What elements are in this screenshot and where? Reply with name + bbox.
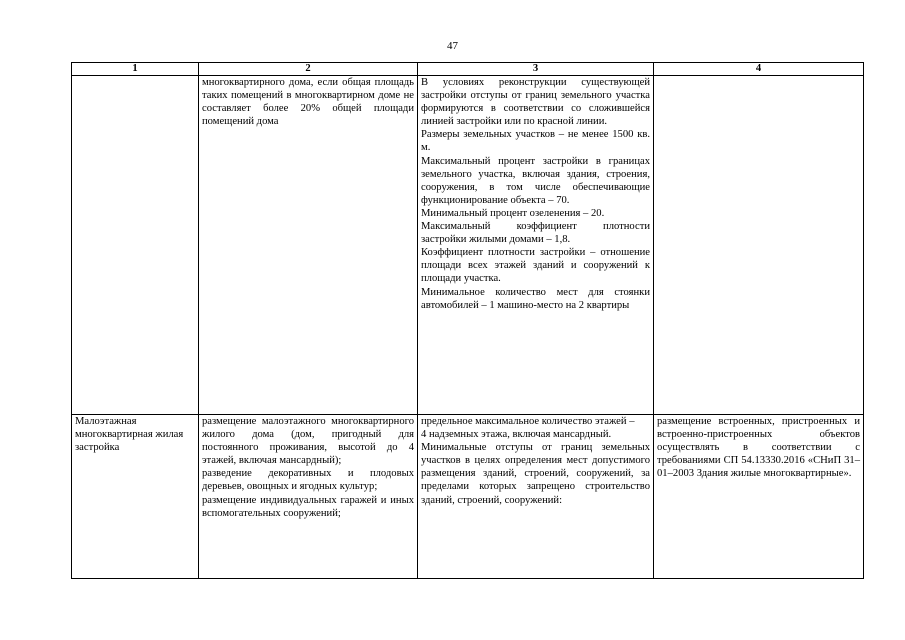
row1-parameter-3: Максимальный процент застройки в границах земельного участка, включая здания, строения, сооружения, в том числе обеспечивающие функционирование объекта – 70.: [421, 155, 650, 206]
row2-use-type-cell: [72, 415, 199, 579]
row1-notes-cell: [654, 76, 864, 415]
row1-use-type-cell: [72, 76, 199, 415]
column-header-2: 2: [199, 63, 418, 76]
zoning-table: [71, 62, 864, 579]
row1-parameter-4: Минимальный процент озеленения – 20.: [421, 207, 605, 219]
row1-parameter-7: Минимальное количество мест для стоянки автомобилей – 1 машино-место на 2 квартиры: [421, 286, 650, 311]
row2-parameter-3: Минимальные отступы от границ земельных участков в целях определения мест допустимого размещения зданий, строений, сооружений, за пределами которых запрещено строительство зданий, строений, сооружений:: [421, 442, 650, 506]
row2-notes-text: размещение встроенных, пристроенных и встроенно-пристроенных объектов осуществлять в соответствии с требованиями СП 54.13330.2016 «СНиП 31–01–2003 Здания жилые многоквартирные».: [657, 416, 860, 480]
row1-parameter-1: В условиях реконструкции существующей застройки отступы от границ земельного участка формируются в соответствии со сложившейся линией застройки или по красной линии.: [421, 77, 650, 128]
row1-parameter-2: Размеры земельных участков – не менее 1500 кв. м.: [421, 129, 650, 154]
row2-use-type-text: Малоэтажная многоквартирная жилая застройка: [75, 416, 184, 454]
column-header-1: 1: [72, 63, 199, 76]
row2-parameter-1: предельное максимальное количество этажей –: [421, 416, 635, 427]
row2-parameters-cell: [418, 415, 654, 579]
table-header-row: [72, 63, 864, 76]
row1-permitted-use-cell: [199, 76, 418, 415]
table-row: [72, 415, 864, 579]
row2-permitted-use-2: разведение декоративных и плодовых деревьев, овощных и ягодных культур;: [202, 468, 414, 493]
row2-permitted-use-1: размещение малоэтажного многоквартирного жилого дома (дом, пригодный для постоянного проживания, высотой до 4 этажей, включая мансардный);: [202, 416, 414, 467]
row2-notes-cell: [654, 415, 864, 579]
row1-parameters-cell: [418, 76, 654, 415]
row1-permitted-use-text: многоквартирного дома, если общая площадь таких помещений в многоквартирном доме не составляет более 20% общей площади помещений дома: [202, 77, 414, 128]
column-header-4: 4: [654, 63, 864, 76]
page-number: 47: [447, 40, 458, 52]
row2-permitted-use-3: размещение индивидуальных гаражей и иных вспомогательных сооружений;: [202, 494, 414, 519]
row2-parameter-2: 4 надземных этажа, включая мансардный.: [421, 429, 612, 441]
table-row: [72, 76, 864, 415]
column-header-3: 3: [418, 63, 654, 76]
row2-permitted-use-cell: [199, 415, 418, 579]
row1-parameter-5: Максимальный коэффициент плотности застройки жилыми домами – 1,8.: [421, 221, 650, 246]
row1-parameter-6: Коэффициент плотности застройки – отношение площади всех этажей зданий и сооружений к площади участка.: [421, 247, 650, 285]
